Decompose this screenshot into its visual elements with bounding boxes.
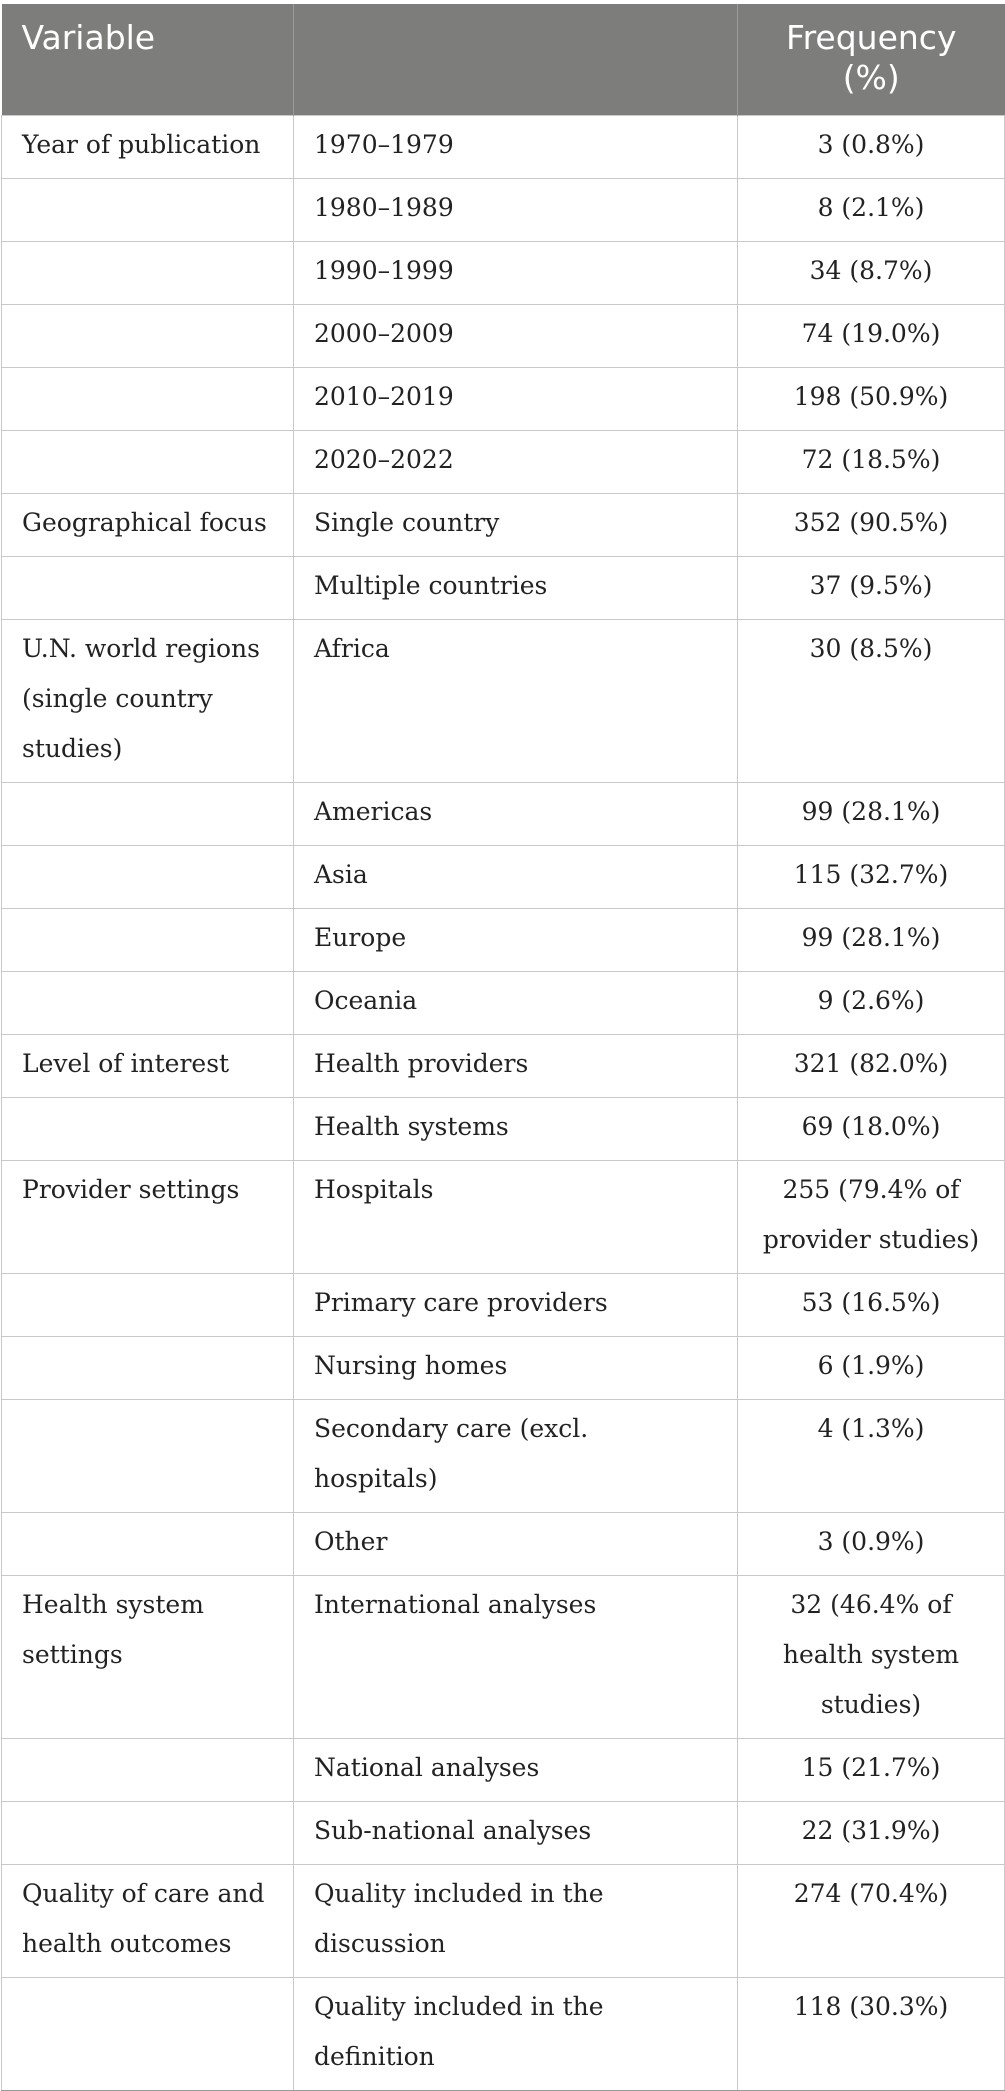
- cell-variable: [2, 1512, 294, 1575]
- table-row: [2, 115, 1005, 178]
- table-row: [2, 367, 1005, 430]
- cell-variable: Quality of care and health outcomes: [2, 1864, 294, 1977]
- cell-variable: Year of publication: [2, 115, 294, 178]
- cell-variable: [2, 1977, 294, 2090]
- cell-category: 2020–2022: [294, 430, 738, 493]
- cell-frequency: 53 (16.5%): [738, 1273, 1005, 1336]
- cell-frequency: 99 (28.1%): [738, 908, 1005, 971]
- table-row: [2, 1336, 1005, 1399]
- cell-frequency: 198 (50.9%): [738, 367, 1005, 430]
- cell-category: Health systems: [294, 1097, 738, 1160]
- cell-frequency: 255 (79.4% of provider studies): [738, 1160, 1005, 1273]
- cell-variable: [2, 241, 294, 304]
- cell-category: 1970–1979: [294, 115, 738, 178]
- table-row: [2, 241, 1005, 304]
- cell-category: Other: [294, 1512, 738, 1575]
- cell-category: Multiple countries: [294, 556, 738, 619]
- cell-category: Africa: [294, 619, 738, 782]
- cell-frequency: 34 (8.7%): [738, 241, 1005, 304]
- cell-frequency: 69 (18.0%): [738, 1097, 1005, 1160]
- table-row: [2, 782, 1005, 845]
- cell-frequency: 32 (46.4% of health system studies): [738, 1575, 1005, 1738]
- cell-frequency: 8 (2.1%): [738, 178, 1005, 241]
- cell-category: Asia: [294, 845, 738, 908]
- header-row: [2, 4, 1005, 115]
- cell-category: Oceania: [294, 971, 738, 1034]
- table-row: [2, 619, 1005, 782]
- cell-category: Health providers: [294, 1034, 738, 1097]
- cell-variable: Level of interest: [2, 1034, 294, 1097]
- cell-frequency: 37 (9.5%): [738, 556, 1005, 619]
- cell-variable: [2, 304, 294, 367]
- cell-category: Primary care providers: [294, 1273, 738, 1336]
- frequency-table: [1, 4, 1005, 2091]
- cell-category: Sub-national analyses: [294, 1801, 738, 1864]
- cell-variable: [2, 1273, 294, 1336]
- cell-category: Secondary care (excl. hospitals): [294, 1399, 738, 1512]
- cell-variable: [2, 1097, 294, 1160]
- cell-frequency: 9 (2.6%): [738, 971, 1005, 1034]
- cell-category: International analyses: [294, 1575, 738, 1738]
- table-row: [2, 1034, 1005, 1097]
- table-row: [2, 1864, 1005, 1977]
- cell-frequency: 6 (1.9%): [738, 1336, 1005, 1399]
- cell-frequency: 118 (30.3%): [738, 1977, 1005, 2090]
- table-header: [2, 4, 1005, 115]
- cell-frequency: 3 (0.9%): [738, 1512, 1005, 1575]
- table-row: [2, 304, 1005, 367]
- cell-variable: [2, 1801, 294, 1864]
- cell-frequency: 72 (18.5%): [738, 430, 1005, 493]
- cell-frequency: 3 (0.8%): [738, 115, 1005, 178]
- table-row: [2, 1097, 1005, 1160]
- cell-frequency: 22 (31.9%): [738, 1801, 1005, 1864]
- header-variable: Variable: [2, 4, 294, 115]
- cell-frequency: 30 (8.5%): [738, 619, 1005, 782]
- cell-frequency: 274 (70.4%): [738, 1864, 1005, 1977]
- cell-category: Quality included in the definition: [294, 1977, 738, 2090]
- cell-variable: [2, 845, 294, 908]
- cell-frequency: 321 (82.0%): [738, 1034, 1005, 1097]
- header-category: [294, 4, 738, 115]
- table-row: [2, 1801, 1005, 1864]
- table-row: [2, 971, 1005, 1034]
- table-row: [2, 493, 1005, 556]
- cell-category: 1980–1989: [294, 178, 738, 241]
- cell-category: Single country: [294, 493, 738, 556]
- cell-frequency: 115 (32.7%): [738, 845, 1005, 908]
- cell-category: Hospitals: [294, 1160, 738, 1273]
- table-row: [2, 1512, 1005, 1575]
- cell-category: 2000–2009: [294, 304, 738, 367]
- cell-frequency: 15 (21.7%): [738, 1738, 1005, 1801]
- table-row: [2, 178, 1005, 241]
- table-row: [2, 908, 1005, 971]
- cell-variable: U.N. world regions (single country studies): [2, 619, 294, 782]
- cell-variable: [2, 556, 294, 619]
- cell-frequency: 4 (1.3%): [738, 1399, 1005, 1512]
- cell-variable: [2, 178, 294, 241]
- table-row: [2, 556, 1005, 619]
- table-row: [2, 1575, 1005, 1738]
- cell-variable: Provider settings: [2, 1160, 294, 1273]
- cell-category: Americas: [294, 782, 738, 845]
- cell-variable: [2, 782, 294, 845]
- cell-category: Nursing homes: [294, 1336, 738, 1399]
- cell-variable: [2, 430, 294, 493]
- cell-variable: [2, 1738, 294, 1801]
- cell-variable: [2, 1336, 294, 1399]
- cell-variable: [2, 971, 294, 1034]
- cell-category: 2010–2019: [294, 367, 738, 430]
- cell-frequency: 352 (90.5%): [738, 493, 1005, 556]
- cell-category: Quality included in the discussion: [294, 1864, 738, 1977]
- cell-variable: [2, 908, 294, 971]
- table-row: [2, 1160, 1005, 1273]
- table-row: [2, 1977, 1005, 2090]
- cell-frequency: 99 (28.1%): [738, 782, 1005, 845]
- cell-variable: Health system settings: [2, 1575, 294, 1738]
- table-row: [2, 430, 1005, 493]
- header-frequency: Frequency (%): [738, 4, 1005, 115]
- page: [0, 4, 1005, 2071]
- cell-category: National analyses: [294, 1738, 738, 1801]
- cell-category: Europe: [294, 908, 738, 971]
- cell-frequency: 74 (19.0%): [738, 304, 1005, 367]
- table-row: [2, 1738, 1005, 1801]
- cell-variable: Geographical focus: [2, 493, 294, 556]
- table-row: [2, 845, 1005, 908]
- table-row: [2, 1399, 1005, 1512]
- cell-variable: [2, 1399, 294, 1512]
- cell-variable: [2, 367, 294, 430]
- table-row: [2, 1273, 1005, 1336]
- table-body: [2, 115, 1005, 2090]
- cell-category: 1990–1999: [294, 241, 738, 304]
